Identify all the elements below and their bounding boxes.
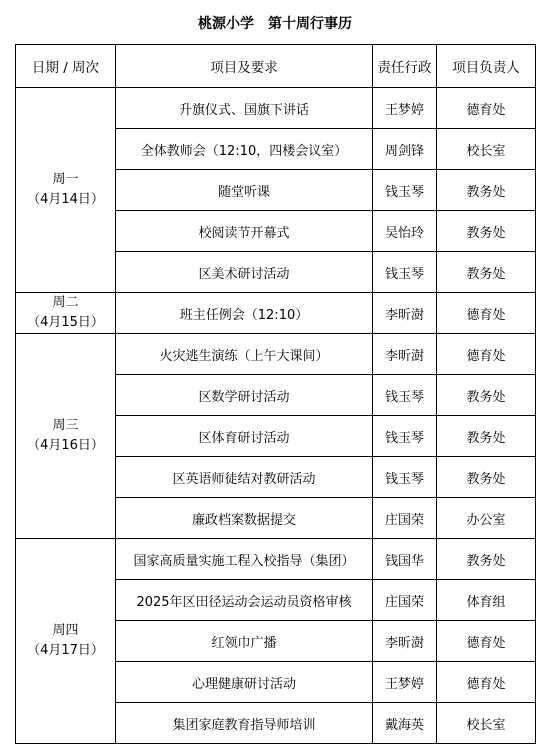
item-cell: 国家高质量实施工程入校指导（集团） [116,539,373,580]
admin-cell: 钱玉琴 [373,375,437,416]
item-cell: 2025年区田径运动会运动员资格审核 [116,580,373,621]
item-cell: 升旗仪式、国旗下讲话 [116,88,373,129]
item-cell: 区体育研讨活动 [116,416,373,457]
admin-cell: 戴海英 [373,703,437,744]
admin-cell: 李昕澍 [373,293,437,334]
day-cell [16,293,116,334]
day-name: 周三 [52,418,79,433]
admin-cell: 钱玉琴 [373,457,437,498]
day-cell [16,334,116,539]
admin-cell: 钱玉琴 [373,416,437,457]
header-owner: 项目负责人 [437,45,536,88]
header-date: 日期 / 周次 [16,45,116,88]
table-row [16,539,536,580]
owner-cell: 教务处 [437,416,536,457]
owner-cell: 教务处 [437,252,536,293]
day-name: 周二 [52,295,79,310]
item-cell: 区数学研讨活动 [116,375,373,416]
table-row [16,88,536,129]
schedule-table [15,44,536,744]
item-cell: 集团家庭教育指导师培训 [116,703,373,744]
item-cell: 廉政档案数据提交 [116,498,373,539]
owner-cell: 校长室 [437,129,536,170]
admin-cell: 李昕澍 [373,334,437,375]
day-date: （4月14日） [27,192,104,207]
day-date: （4月17日） [27,643,104,658]
item-cell: 区英语师徒结对教研活动 [116,457,373,498]
owner-cell: 德育处 [437,334,536,375]
item-cell: 红领巾广播 [116,621,373,662]
owner-cell: 校长室 [437,703,536,744]
day-date: （4月15日） [27,315,104,330]
owner-cell: 教务处 [437,539,536,580]
item-cell: 班主任例会（12:10） [116,293,373,334]
admin-cell: 王梦婷 [373,88,437,129]
admin-cell: 钱国华 [373,539,437,580]
owner-cell: 德育处 [437,621,536,662]
admin-cell: 吴怡玲 [373,211,437,252]
day-date: （4月16日） [27,438,104,453]
day-name: 周四 [52,623,79,638]
owner-cell: 教务处 [437,170,536,211]
item-cell: 区美术研讨活动 [116,252,373,293]
admin-cell: 庄国荣 [373,580,437,621]
header-admin: 责任行政 [373,45,437,88]
item-cell: 校阅读节开幕式 [116,211,373,252]
admin-cell: 庄国荣 [373,498,437,539]
owner-cell: 体育组 [437,580,536,621]
owner-cell: 教务处 [437,457,536,498]
owner-cell: 教务处 [437,211,536,252]
table-row [16,293,536,334]
day-cell [16,539,116,744]
page-title: 桃源小学 第十周行事历 [198,16,352,32]
item-cell: 心理健康研讨活动 [116,662,373,703]
item-cell: 火灾逃生演练（上午大课间） [116,334,373,375]
item-cell: 全体教师会（12:10，四楼会议室） [116,129,373,170]
owner-cell: 教务处 [437,375,536,416]
header-item: 项目及要求 [116,45,373,88]
header-row [16,45,536,88]
admin-cell: 钱玉琴 [373,252,437,293]
owner-cell: 德育处 [437,88,536,129]
table-row [16,334,536,375]
owner-cell: 办公室 [437,498,536,539]
item-cell: 随堂听课 [116,170,373,211]
owner-cell: 德育处 [437,662,536,703]
admin-cell: 王梦婷 [373,662,437,703]
admin-cell: 钱玉琴 [373,170,437,211]
owner-cell: 德育处 [437,293,536,334]
day-name: 周一 [52,172,79,187]
admin-cell: 李昕澍 [373,621,437,662]
schedule-body [16,45,536,744]
day-cell [16,88,116,293]
admin-cell: 周剑锋 [373,129,437,170]
